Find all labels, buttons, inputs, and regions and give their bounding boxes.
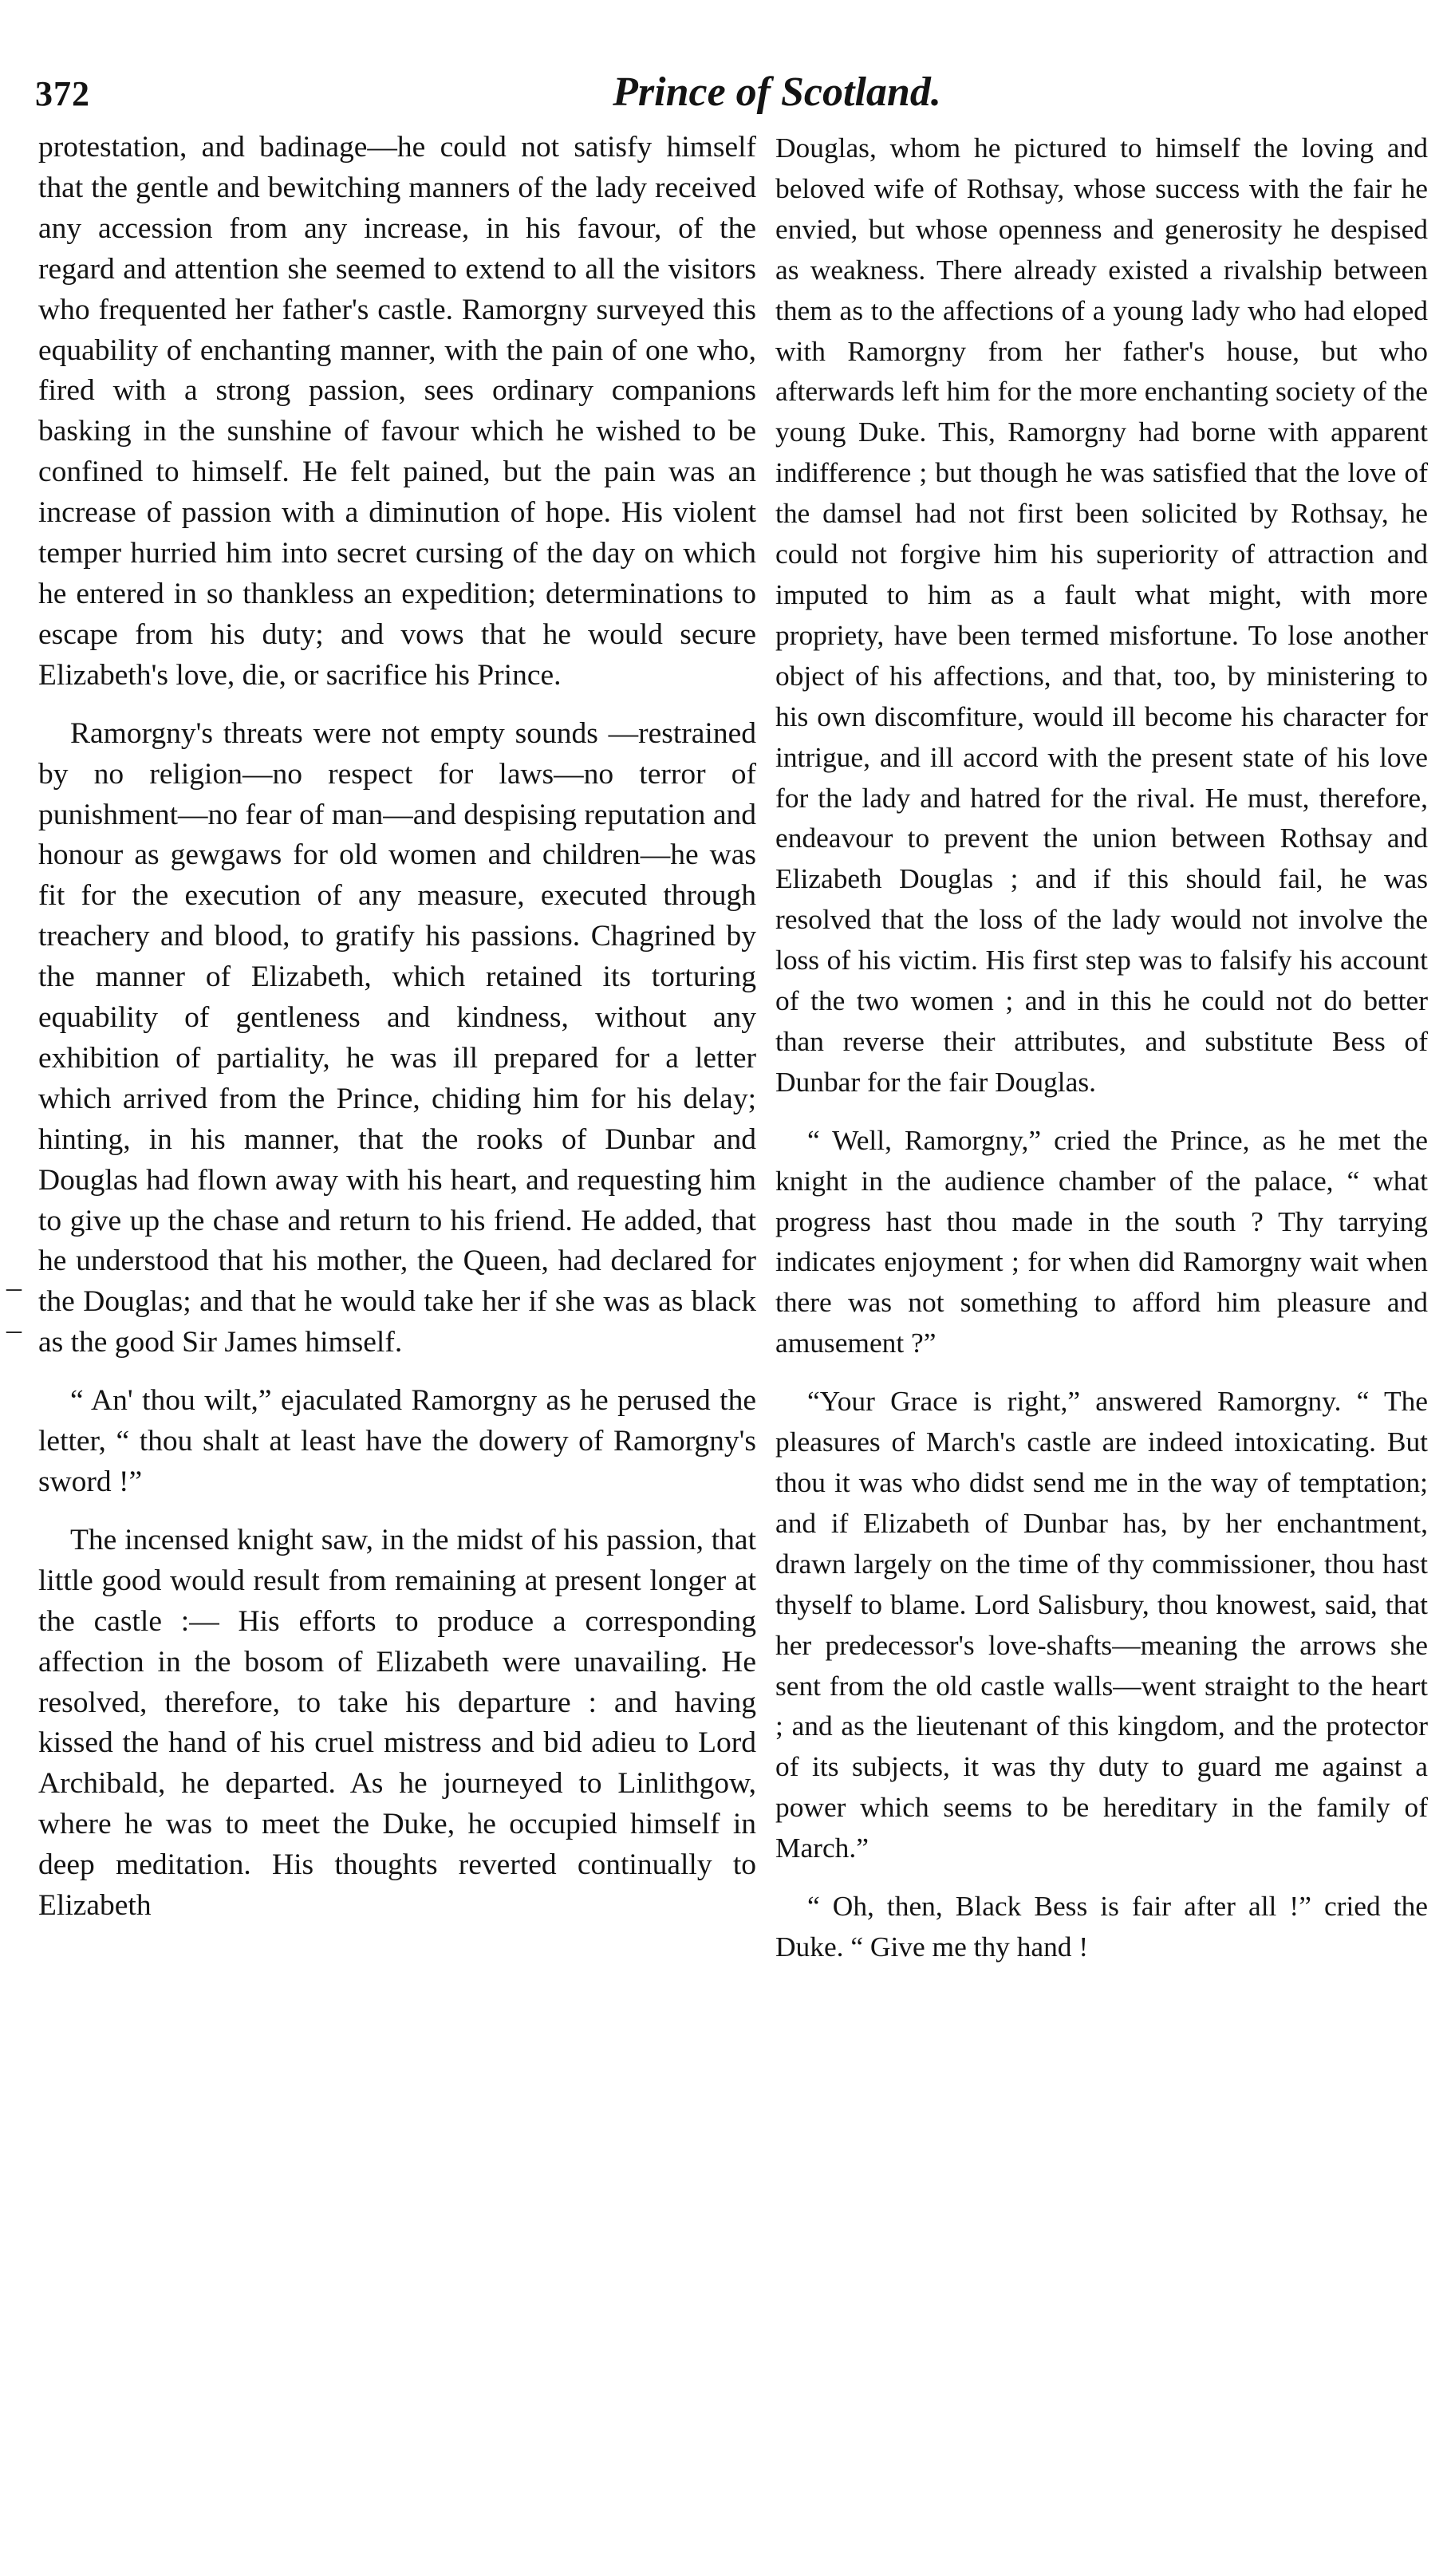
margin-pencil-mark: – bbox=[6, 1271, 22, 1304]
right-column bbox=[775, 128, 1428, 1967]
page-number: 372 bbox=[35, 74, 90, 113]
left-paragraph-3: “ An' thou wilt,” ejaculated Ramorgny as he perused the letter, “ thou shalt at least have the dowery of Ramorgny's sword !” bbox=[38, 1384, 756, 1498]
right-paragraph-2: “ Well, Ramorgny,” cried the Prince, as he met the knight in the audience chamber of the palace, “ what progress hast thou made in the south ? Thy tarrying indicates enjoyment ; for when did Ramorgny wait when there was not something to afford him pleasure and amusement ?” bbox=[775, 1123, 1428, 1359]
left-paragraph-4: The incensed knight saw, in the midst of his passion, that little good would result from remaining at present longer at the castle :— His efforts to produce a corresponding affection in the bosom of Elizabeth were unavailing. He resolved, therefore, to take his departure : and having kissed the hand of his cruel mistress and bid adieu to Lord Archibald, he departed. As he journeyed to Linlithgow, where he was to meet the Duke, he occupied himself in deep meditation. His thoughts reverted continually to Elizabeth bbox=[38, 1523, 756, 1923]
margin-pencil-mark: – bbox=[6, 1313, 22, 1347]
right-paragraph-4: “ Oh, then, Black Bess is fair after all !” cried the Duke. “ Give me thy hand ! bbox=[775, 1890, 1428, 1963]
running-title: Prince of Scotland. bbox=[613, 69, 941, 115]
right-paragraph-3: “Your Grace is right,” answered Ramorgny. “ The pleasures of March's castle are indeed intoxicating. But thou it was who didst send me in the way of temptation; and if Elizabeth of Dunbar has, by her enchantment, drawn largely on the time of thy commissioner, thou hast thyself to blame. Lord Salisbury, thou knowest, said, that her predecessor's love-shafts—meaning the arrows she sent from the old castle walls—went straight to the heart ; and as the lieutenant of this kingdom, and the protector of its subjects, it was thy duty to guard me against a power which seems to be hereditary in the family of March.” bbox=[775, 1385, 1428, 1864]
page-header bbox=[35, 69, 1423, 129]
left-column bbox=[38, 128, 756, 1927]
left-paragraph-2: Ramorgny's threats were not empty sounds —restrained by no religion—no respect for laws—no terror of punishment—no fear of man—and despising reputation and honour as gewgaws for old women and children—he was fit for the execution of any measure, executed through treachery and blood, to gratify his passions. Chagrined by the manner of Elizabeth, which retained its torturing equability of gentleness and kindness, without any exhibition of partiality, he was ill prepared for a letter which arrived from the Prince, chiding him for his delay; hinting, in his manner, that the rooks of Dunbar and Douglas had flown away with his heart, and requesting him to give up the chase and return to his friend. He added, that he understood that his mother, the Queen, had declared for the Douglas; and that he would take her if she was as black as the good Sir James himself. bbox=[38, 716, 756, 1359]
right-paragraph-1: Douglas, whom he pictured to himself the loving and beloved wife of Rothsay, whose success with the fair he envied, but whose openness and generosity he despised as weakness. There already existed a rivalship between them as to the affections of a young lady who had eloped with Ramorgny from her father's house, but who afterwards left him for the more enchanting society of the young Duke. This, Ramorgny had borne with apparent indifference ; but though he was satisfied that the love of the damsel had not first been solicited by Rothsay, he could not forgive him his superiority of attraction and imputed to him as a fault what might, with more propriety, have been termed misfortune. To lose another object of his affections, and that, too, by ministering to his own discomfiture, would ill become his character for intrigue, and ill accord with the present state of his love for the lady and hatred for the rival. He must, therefore, endeavour to prevent the union between Rothsay and Elizabeth Douglas ; and if this should fail, he was resolved that the loss of the lady would not involve the loss of his victim. His first step was to falsify his account of the two women ; and in this he could not do better than reverse their attributes, and substitute Bess of Dunbar for the fair Douglas. bbox=[775, 132, 1428, 1098]
left-paragraph-1: protestation, and badinage—he could not satisfy himself that the gentle and bewitching manners of the lady received any accession from any increase, in his favour, of the regard and attention she seemed to extend to all the visitors who frequented her father's castle. Ramorgny surveyed this equability of enchanting manner, with the pain of one who, fired with a strong passion, sees ordinary companions basking in the sunshine of favour which he wished to be confined to himself. He felt pained, but the pain was an increase of passion with a diminution of hope. His violent temper hurried him into secret cursing of the day on which he entered in so thankless an expedition; determinations to escape from his duty; and vows that he would secure Elizabeth's love, die, or sacrifice his Prince. bbox=[38, 131, 756, 692]
